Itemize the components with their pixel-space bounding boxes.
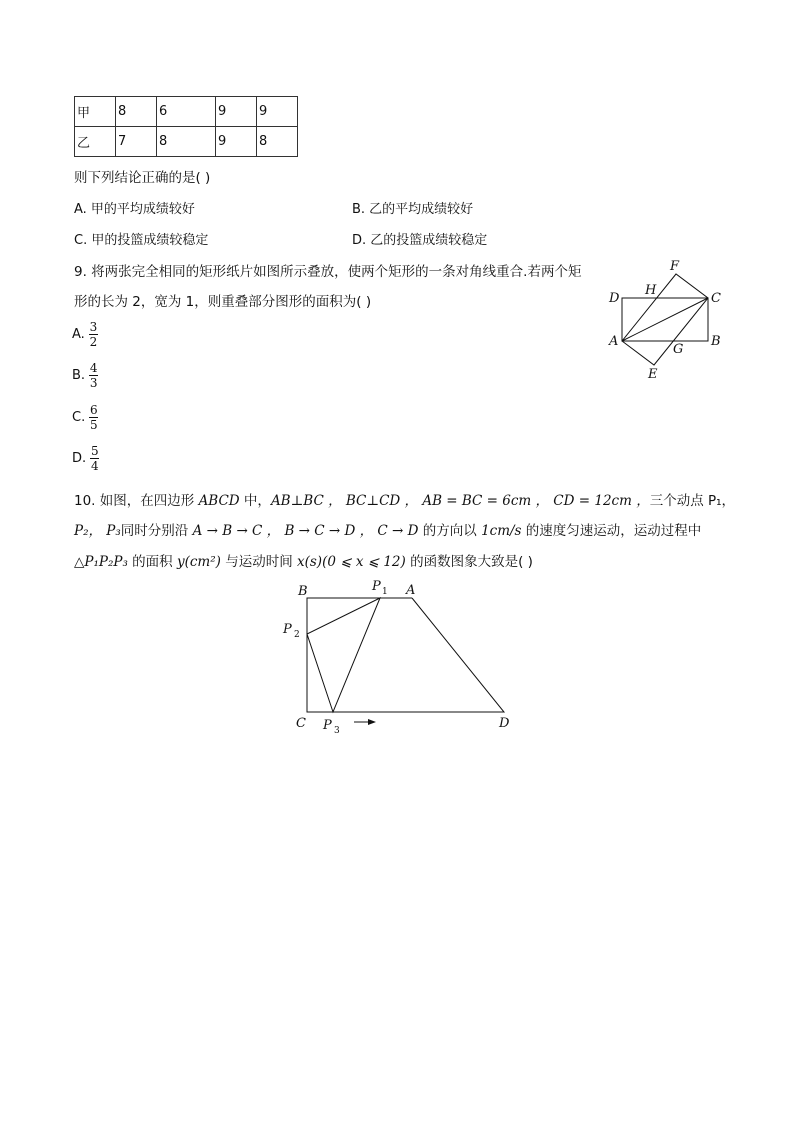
q8-option-b[interactable]: B. 乙的平均成绩较好 xyxy=(352,202,474,217)
label-a: A xyxy=(609,334,619,349)
label-b: B xyxy=(711,334,721,349)
q9-text-line1: 9. 将两张完全相同的矩形纸片如图所示叠放，使两个矩形的一条对角线重合.若两个矩 xyxy=(74,264,582,280)
q8-option-d[interactable]: D. 乙的投篮成绩较稳定 xyxy=(352,233,488,248)
table-cell: 9 xyxy=(257,97,298,127)
arrow-right-icon xyxy=(368,719,376,725)
q9-option-d[interactable] xyxy=(72,444,99,473)
math: 1cm/s xyxy=(481,523,522,539)
q9-rectangles-figure xyxy=(600,255,730,385)
numerator: 3 xyxy=(89,320,98,334)
denominator: 2 xyxy=(89,335,98,349)
diagonal-ac xyxy=(622,298,708,341)
math: △P₁P₂P₃ xyxy=(74,554,128,570)
q9-text-line2: 形的长为 2，宽为 1，则重叠部分图形的面积为( ) xyxy=(74,294,372,310)
denominator: 5 xyxy=(90,418,98,432)
label-p1: P xyxy=(372,579,381,594)
fraction xyxy=(89,320,98,349)
label-p3: P xyxy=(323,718,332,733)
fraction xyxy=(89,403,98,432)
numerator: 5 xyxy=(90,444,99,458)
text: 同时分别沿 xyxy=(120,523,193,539)
label-b: B xyxy=(298,584,308,599)
q10-trapezoid-figure xyxy=(270,575,530,745)
numerator: 6 xyxy=(90,403,98,417)
denominator: 4 xyxy=(90,459,99,473)
table-cell: 乙 xyxy=(75,127,116,157)
label-g: G xyxy=(673,342,684,357)
label-p2-sub: 2 xyxy=(294,630,300,640)
option-label: D. xyxy=(72,451,87,466)
table-cell: 甲 xyxy=(75,97,116,127)
text: 的面积 xyxy=(127,554,177,570)
table-cell: 9 xyxy=(216,97,257,127)
q9-option-a[interactable] xyxy=(72,320,98,349)
label-c: C xyxy=(711,291,721,306)
q8-prompt: 则下列结论正确的是( ) xyxy=(74,170,211,186)
math: x(s)(0 ⩽ x ⩽ 12) xyxy=(297,554,406,570)
table-row xyxy=(75,127,298,157)
label-d: D xyxy=(499,716,510,731)
text: 的函数图象大致是( ) xyxy=(405,554,533,570)
option-label: B. xyxy=(72,368,86,383)
q9-option-b[interactable] xyxy=(72,361,98,390)
table-row xyxy=(75,97,298,127)
numerator: 4 xyxy=(89,361,98,375)
label-p2: P xyxy=(283,622,292,637)
math: y(cm²) xyxy=(176,554,221,570)
q8-option-c[interactable]: C. 甲的投篮成绩较稳定 xyxy=(74,233,209,248)
text: 10. 如图，在四边形 xyxy=(74,493,199,509)
math: AB⊥BC ， BC⊥CD ， AB = BC = 6cm ， CD = 12cm ， xyxy=(270,493,650,509)
text: 三个动点 P₁， xyxy=(649,493,736,509)
q10-text-line3 xyxy=(74,550,533,570)
math: ABCD xyxy=(198,493,240,509)
text: 的速度匀速运动，运动过程中 xyxy=(521,523,702,539)
triangle-p1p2p3 xyxy=(307,598,380,712)
q10-text-line2 xyxy=(74,519,701,539)
text: 与运动时间 xyxy=(220,554,297,570)
q9-option-c[interactable] xyxy=(72,403,98,432)
table-cell: 7 xyxy=(116,127,157,157)
score-table xyxy=(74,96,298,157)
text: 的方向以 xyxy=(418,523,482,539)
q10-text-line1 xyxy=(74,489,735,509)
table-cell: 6 xyxy=(157,97,216,127)
option-label: C. xyxy=(72,410,86,425)
math: A → B → C ， B → C → D ， C → D xyxy=(192,523,419,539)
table-cell: 8 xyxy=(157,127,216,157)
fraction xyxy=(90,444,99,473)
table-cell: 9 xyxy=(216,127,257,157)
table-cell: 8 xyxy=(116,97,157,127)
label-f: F xyxy=(670,259,680,274)
text: 中， xyxy=(239,493,271,509)
label-p1-sub: 1 xyxy=(382,587,388,597)
label-a: A xyxy=(406,583,416,598)
label-d: D xyxy=(609,291,620,306)
q8-option-a[interactable]: A. 甲的平均成绩较好 xyxy=(74,202,195,217)
fraction xyxy=(89,361,98,390)
label-h: H xyxy=(645,283,657,298)
option-label: A. xyxy=(72,327,85,342)
denominator: 3 xyxy=(89,376,98,390)
label-p3-sub: 3 xyxy=(334,726,340,736)
table-cell: 8 xyxy=(257,127,298,157)
math: P₂， P₃ xyxy=(74,523,121,539)
label-e: E xyxy=(648,367,658,382)
label-c: C xyxy=(296,716,306,731)
trapezoid-abcd xyxy=(307,598,504,712)
